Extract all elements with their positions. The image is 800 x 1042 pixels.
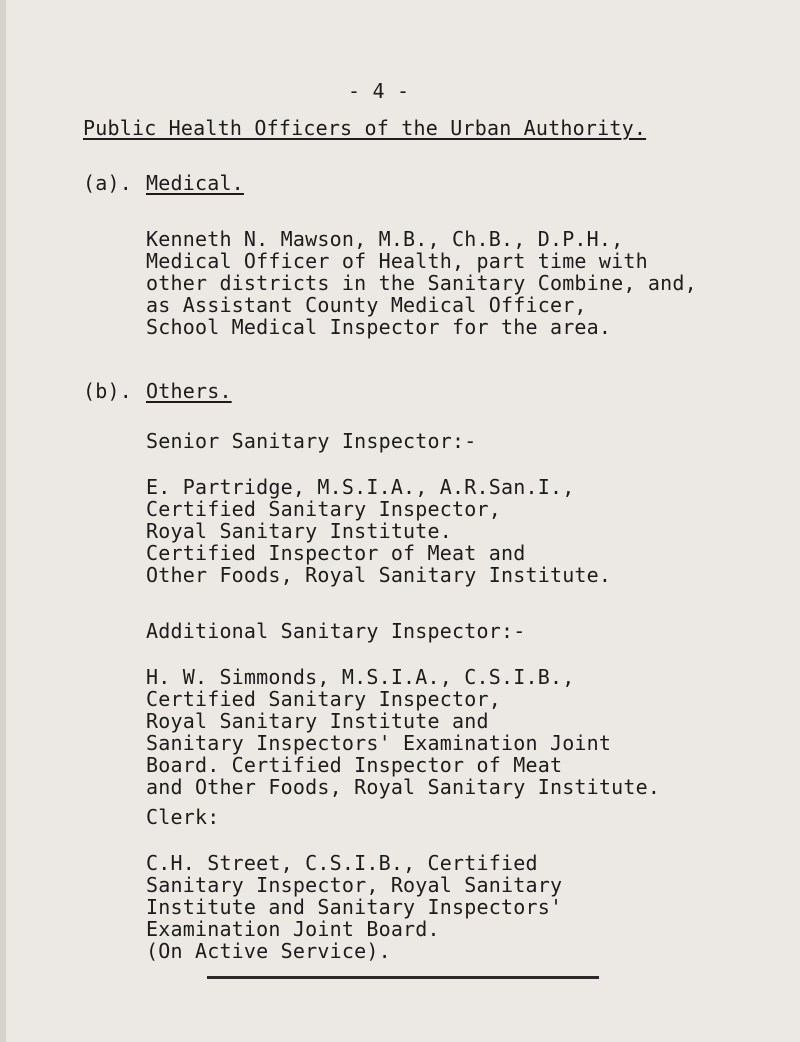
additional-inspector-line: and Other Foods, Royal Sanitary Institute. — [146, 775, 661, 799]
section-b-title: Others. — [146, 379, 232, 403]
section-a-line: as Assistant County Medical Officer, — [146, 293, 587, 317]
clerk-line: Sanitary Inspector, Royal Sanitary — [146, 873, 563, 897]
section-a-line: School Medical Inspector for the area. — [146, 315, 612, 339]
senior-inspector-line: Certified Sanitary Inspector, — [146, 497, 501, 521]
senior-inspector-title: Senior Sanitary Inspector:- — [146, 429, 477, 453]
page-heading: Public Health Officers of the Urban Authority. — [83, 116, 647, 140]
senior-inspector-line: Other Foods, Royal Sanitary Institute. — [146, 563, 612, 587]
additional-inspector-line: H. W. Simmonds, M.S.I.A., C.S.I.B., — [146, 665, 575, 689]
clerk-line: Institute and Sanitary Inspectors' — [146, 895, 563, 919]
section-b-label: (b). — [83, 379, 132, 403]
additional-inspector-title: Additional Sanitary Inspector:- — [146, 619, 526, 643]
clerk-line: C.H. Street, C.S.I.B., Certified — [146, 851, 538, 875]
clerk-line: (On Active Service). — [146, 939, 391, 963]
section-a-label: (a). — [83, 171, 132, 195]
closing-rule — [207, 976, 599, 979]
clerk-line: Examination Joint Board. — [146, 917, 440, 941]
additional-inspector-line: Certified Sanitary Inspector, — [146, 687, 501, 711]
section-a-line: Medical Officer of Health, part time with — [146, 249, 648, 273]
senior-inspector-line: Certified Inspector of Meat and — [146, 541, 526, 565]
section-a-title: Medical. — [146, 171, 244, 195]
section-a-line: Kenneth N. Mawson, M.B., Ch.B., D.P.H., — [146, 227, 624, 251]
senior-inspector-line: E. Partridge, M.S.I.A., A.R.San.I., — [146, 475, 575, 499]
additional-inspector-line: Board. Certified Inspector of Meat — [146, 753, 563, 777]
additional-inspector-line: Royal Sanitary Institute and — [146, 709, 489, 733]
page-edge-shadow — [0, 0, 6, 1042]
section-a-line: other districts in the Sanitary Combine, and, — [146, 271, 697, 295]
senior-inspector-line: Royal Sanitary Institute. — [146, 519, 453, 543]
additional-inspector-line: Sanitary Inspectors' Examination Joint — [146, 731, 612, 755]
page-number: - 4 - — [348, 79, 410, 103]
clerk-title: Clerk: — [146, 805, 220, 829]
